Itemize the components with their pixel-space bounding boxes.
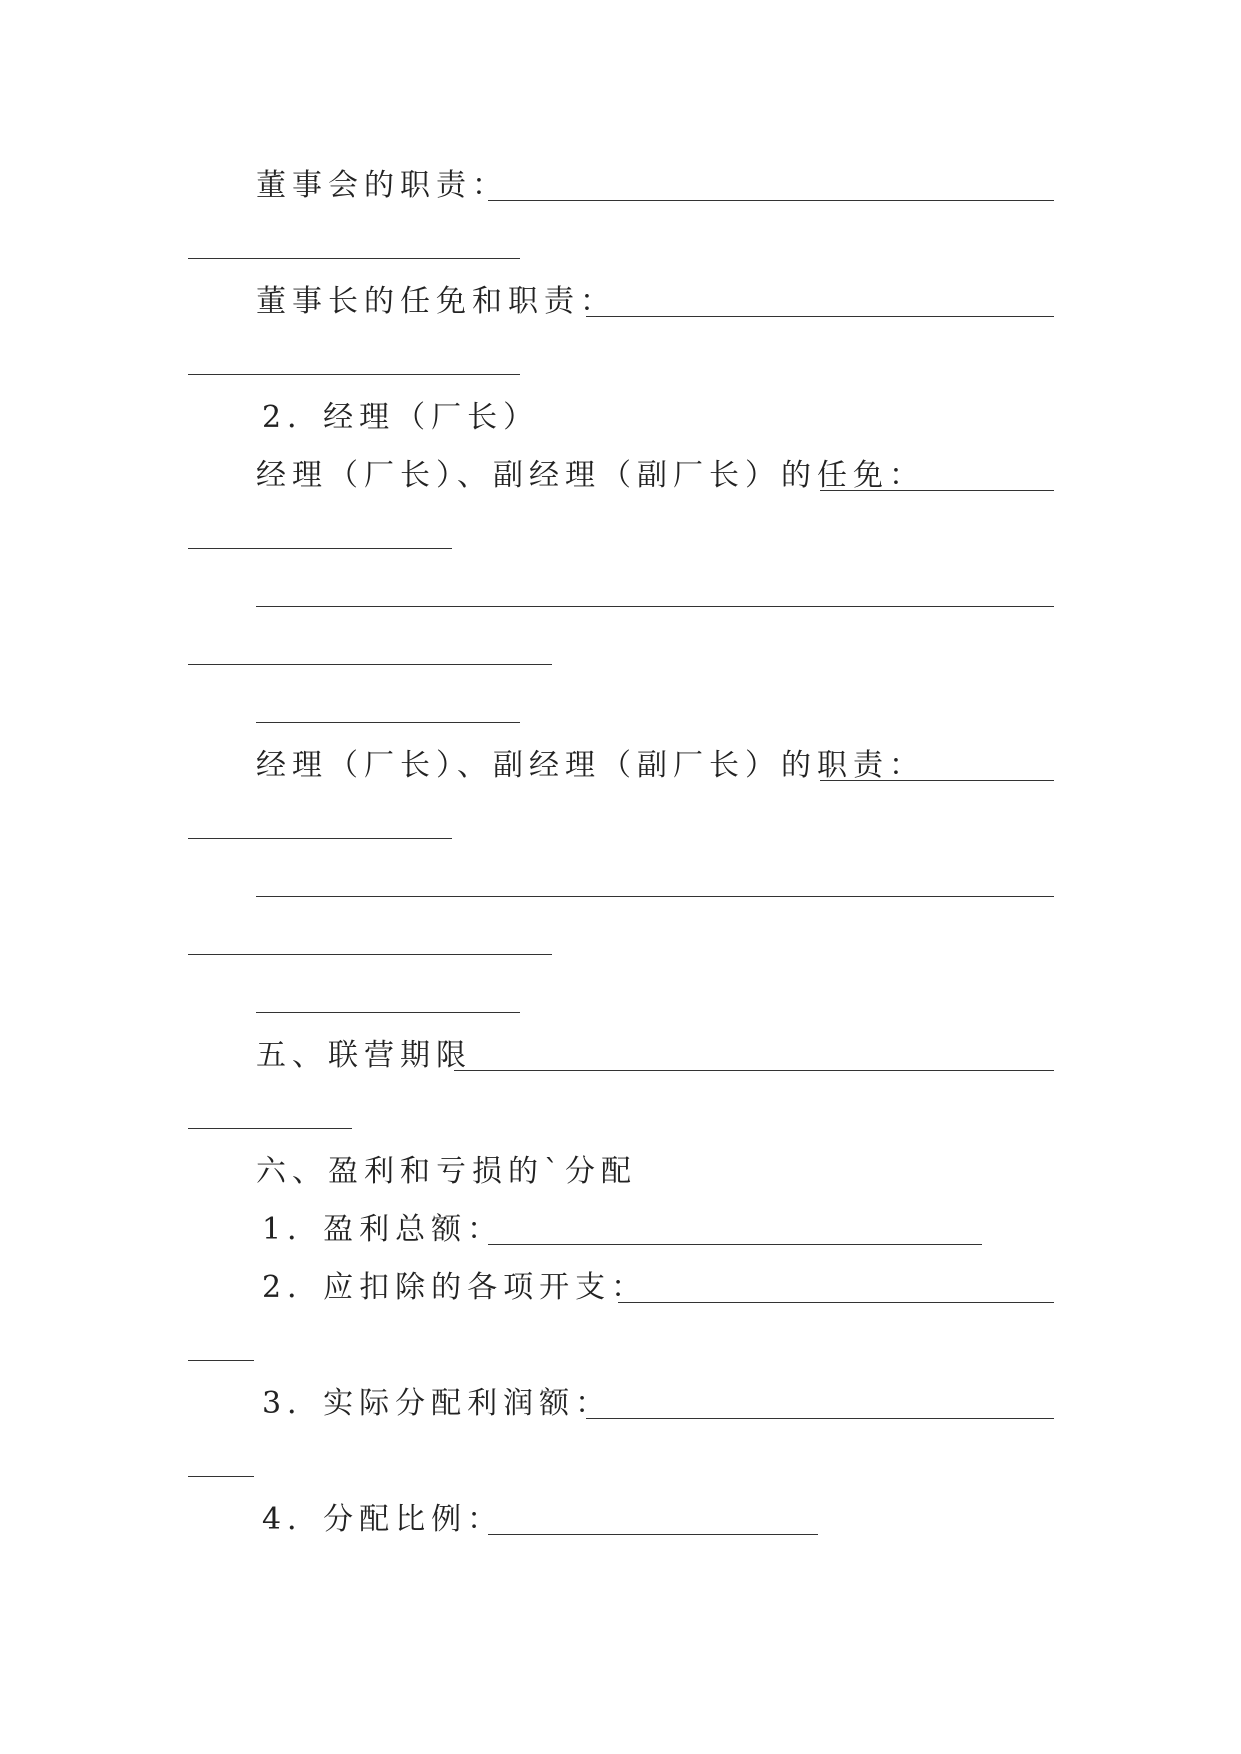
profit-deductions-blank[interactable] bbox=[618, 1302, 1054, 1303]
board-duties-blank-continued[interactable] bbox=[188, 258, 520, 259]
profit-ratio-label: 4．分配比例： bbox=[262, 1502, 504, 1537]
term-label: 五、联营期限 bbox=[256, 1038, 472, 1073]
manager-duties-blank-3[interactable] bbox=[256, 896, 1054, 897]
profit-actual-label: 3．实际分配利润额： bbox=[262, 1386, 612, 1421]
profit-total-label: 1．盈利总额： bbox=[262, 1212, 504, 1247]
manager-appointment-blank-2[interactable] bbox=[188, 548, 452, 549]
profit-heading: 六、盈利和亏损的`分配 bbox=[256, 1154, 637, 1189]
term-blank[interactable] bbox=[454, 1070, 1054, 1071]
profit-actual-blank-continued[interactable] bbox=[188, 1476, 254, 1477]
manager-duties-blank-2[interactable] bbox=[188, 838, 452, 839]
manager-appointment-blank-4[interactable] bbox=[188, 664, 552, 665]
board-duties-label: 董事会的职责： bbox=[256, 168, 508, 203]
profit-ratio-blank[interactable] bbox=[488, 1534, 818, 1535]
profit-deductions-label: 2．应扣除的各项开支： bbox=[262, 1270, 648, 1305]
manager-appointment-blank-5[interactable] bbox=[256, 722, 520, 723]
chair-blank-continued[interactable] bbox=[188, 374, 520, 375]
profit-deductions-blank-continued[interactable] bbox=[188, 1360, 254, 1361]
manager-duties-blank[interactable] bbox=[820, 780, 1054, 781]
manager-duties-label: 经理（厂长）、副经理（副厂长）的职责： bbox=[256, 748, 925, 783]
manager-duties-blank-5[interactable] bbox=[256, 1012, 520, 1013]
profit-actual-blank[interactable] bbox=[586, 1418, 1054, 1419]
board-duties-blank[interactable] bbox=[488, 200, 1054, 201]
manager-heading: 2．经理（厂长） bbox=[262, 400, 540, 435]
manager-appointment-blank[interactable] bbox=[820, 490, 1054, 491]
manager-duties-blank-4[interactable] bbox=[188, 954, 552, 955]
chair-blank[interactable] bbox=[586, 316, 1054, 317]
manager-appointment-label: 经理（厂长）、副经理（副厂长）的任免： bbox=[256, 458, 925, 493]
profit-total-blank[interactable] bbox=[488, 1244, 982, 1245]
manager-appointment-blank-3[interactable] bbox=[256, 606, 1054, 607]
chair-label: 董事长的任免和职责： bbox=[256, 284, 616, 319]
term-blank-continued[interactable] bbox=[188, 1128, 352, 1129]
